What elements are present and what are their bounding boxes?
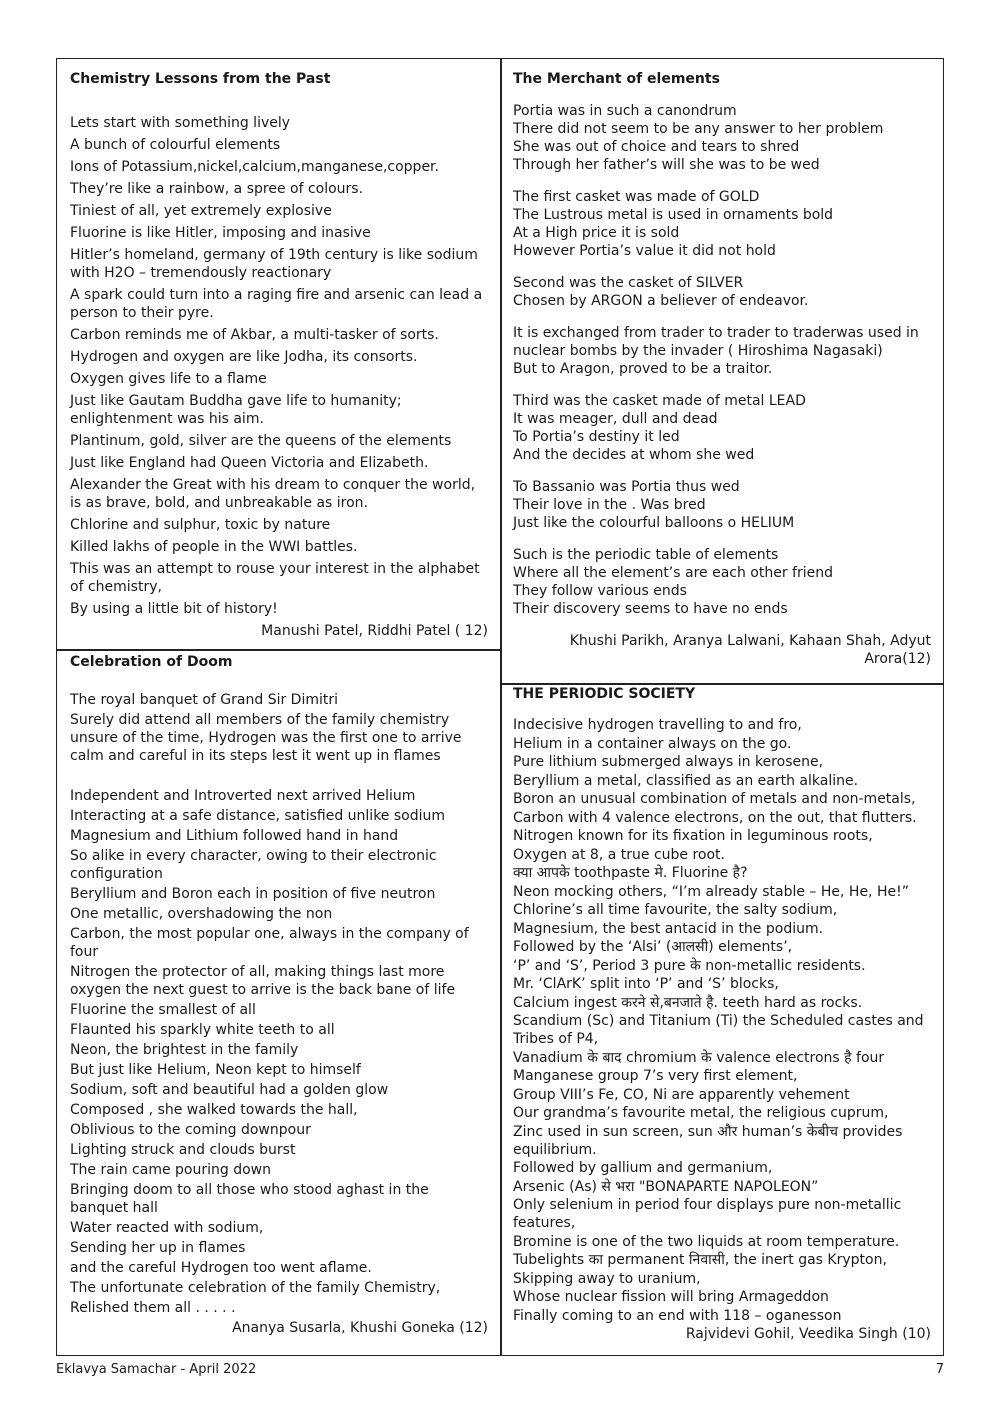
poem-line: Carbon reminds me of Akbar, a multi-tasker of sorts. — [70, 327, 439, 343]
poem-line: Calcium ingest करने से,बनजाते है. teeth hard as rocks. — [513, 994, 863, 1011]
stanza — [513, 392, 933, 464]
poem-line: Nitrogen known for its fixation in leguminous roots, — [513, 828, 873, 844]
poem-line: Through her father’s will she was to be wed — [513, 157, 820, 173]
poem-line: But to Aragon, proved to be a traitor. — [513, 361, 773, 377]
poem-celebration-of-doom — [70, 654, 490, 1337]
poem-line: Sodium, soft and beautiful had a golden glow — [70, 1082, 389, 1098]
poem-line: It is exchanged from trader to trader to traderwas used in nuclear bombs by the invader ( Hiroshima Nagasaki) — [513, 325, 919, 359]
poem-line: Chlorine’s all time favourite, the salty sodium, — [513, 902, 838, 918]
poem-line: Hydrogen and oxygen are like Jodha, its consorts. — [70, 349, 418, 365]
poem-line: Surely did attend all members of the family chemistry unsure of the time, Hydrogen was the first one to arrive calm and careful in its steps lest it went up in flames — [70, 712, 462, 764]
poem-line: She was out of choice and tears to shred — [513, 139, 800, 155]
poem-line: Finally coming to an end with 118 – oganesson — [513, 1307, 842, 1324]
poem-line: Followed by the ‘Alsi’ (आलसी) elements’, — [513, 939, 793, 955]
poem-line: Plantinum, gold, silver are the queens of the elements — [70, 433, 452, 449]
poem-line: Indecisive hydrogen travelling to and fro, — [513, 717, 802, 733]
poem-periodic-society — [513, 686, 933, 1343]
poem-line: Independent and Introverted next arrived Helium — [70, 788, 416, 804]
poem-line: The Lustrous metal is used in ornaments bold — [513, 207, 834, 223]
poem-body — [70, 691, 490, 1317]
stanza — [513, 188, 933, 260]
stanza — [70, 787, 490, 1317]
poem-line: However Portia’s value it did not hold — [513, 243, 776, 259]
poem-credit: Rajvidevi Gohil, Veedika Singh (10) — [685, 1326, 931, 1342]
poem-line: One metallic, overshadowing the non — [70, 906, 333, 922]
poem-line: A bunch of colourful elements — [70, 137, 281, 153]
poem-line: The rain came pouring down — [70, 1162, 271, 1178]
poem-line: But just like Helium, Neon kept to himself — [70, 1062, 361, 1078]
poem-line: Neon, the brightest in the family — [70, 1042, 299, 1058]
poem-line: Magnesium and Lithium followed hand in hand — [70, 828, 399, 844]
poem-line: The royal banquet of Grand Sir Dimitri — [70, 692, 339, 708]
poem-line: Tiniest of all, yet extremely explosive — [70, 203, 332, 219]
column-divider — [500, 58, 502, 1356]
poem-line: Their love in the . Was bred — [513, 497, 706, 513]
poem-credit: Ananya Susarla, Khushi Goneka (12) — [232, 1320, 488, 1336]
poem-line: Lets start with something lively — [70, 115, 291, 131]
poem-line: Zinc used in sun screen, sun और human’s केबीच provides equilibrium. — [513, 1123, 903, 1158]
stanza — [513, 102, 933, 174]
poem-line: To Portia’s destiny it led — [513, 429, 680, 445]
poem-line: The unfortunate celebration of the family Chemistry, — [70, 1280, 441, 1296]
poem-line: They’re like a rainbow, a spree of colours. — [70, 181, 364, 197]
poem-line: Pure lithium submerged always in kerosene, — [513, 754, 824, 770]
poem-line: Fluorine is like Hitler, imposing and inasive — [70, 225, 371, 241]
poem-line: Oxygen at 8, a true cube root. — [513, 846, 725, 863]
poem-title: THE PERIODIC SOCIETY — [513, 686, 696, 702]
poem-line: Our grandma’s favourite metal, the religious cuprum, — [513, 1105, 889, 1121]
poem-line: And the decides at whom she wed — [513, 447, 755, 463]
poem-line: Fluorine the smallest of all — [70, 1002, 256, 1018]
poem-merchant-of-elements — [513, 71, 933, 668]
poem-line: Killed lakhs of people in the WWI battles. — [70, 539, 358, 555]
poem-line: Scandium (Sc) and Titanium (Ti) the Scheduled castes and Tribes of P4, — [513, 1013, 924, 1047]
poem-chemistry-lessons — [70, 71, 490, 640]
poem-line: Whose nuclear fission will bring Armageddon — [513, 1289, 829, 1305]
stanza — [513, 478, 933, 532]
poem-line: The first casket was made of GOLD — [513, 189, 760, 205]
poem-line: Lighting struck and clouds burst — [70, 1142, 296, 1158]
poem-line: ‘P’ and ‘S’, Period 3 pure के non-metallic residents. — [513, 957, 866, 974]
poem-line: Relished them all . . . . . — [70, 1300, 236, 1316]
page-number: 7 — [935, 1362, 944, 1377]
poem-line: This was an attempt to rouse your interest in the alphabet of chemistry, — [70, 561, 480, 595]
poem-line: Beryllium and Boron each in position of five neutron — [70, 886, 436, 902]
left-section-divider — [56, 649, 501, 651]
poem-line: They follow various ends — [513, 583, 687, 599]
poem-line: A spark could turn into a raging fire and arsenic can lead a person to their pyre. — [70, 287, 483, 321]
stanza — [70, 691, 490, 765]
poem-line: Chlorine and sulphur, toxic by nature — [70, 517, 331, 533]
poem-line: At a High price it is sold — [513, 225, 680, 241]
poem-line: Third was the casket made of metal LEAD — [513, 393, 806, 409]
poem-line: Second was the casket of SILVER — [513, 275, 744, 291]
poem-line: Composed , she walked towards the hall, — [70, 1102, 358, 1118]
poem-line: Just like England had Queen Victoria and Elizabeth. — [70, 455, 429, 471]
poem-line: Sending her up in flames — [70, 1240, 246, 1256]
poem-credit: Khushi Parikh, Aranya Lalwani, Kahaan Shah, Adyut Arora(12) — [569, 633, 931, 667]
poem-line: Mr. ‘ClArK’ split into ‘P’ and ‘S’ blocks, — [513, 976, 779, 992]
right-section-divider — [500, 683, 944, 685]
poem-line: Portia was in such a canondrum — [513, 103, 737, 119]
stanza — [513, 546, 933, 618]
poem-line: It was meager, dull and dead — [513, 411, 718, 427]
poem-line: Neon mocking others, “I’m already stable – He, He, He!” — [513, 883, 909, 900]
poem-line: Chosen by ARGON a believer of endeavor. — [513, 293, 809, 309]
poem-line: Alexander the Great with his dream to conquer the world, is as brave, bold, and unbreakable as iron. — [70, 477, 476, 511]
stanza — [513, 274, 933, 310]
stanza — [513, 324, 933, 378]
poem-line: Bromine is one of the two liquids at room temperature. — [513, 1233, 900, 1250]
poem-line: Boron an unusual combination of metals and non-metals, — [513, 791, 916, 807]
poem-line: Carbon, the most popular one, always in the company of four — [70, 926, 469, 960]
poem-line: Carbon with 4 valence electrons, on the out, that flutters. — [513, 809, 917, 826]
poem-line: Such is the periodic table of elements — [513, 547, 779, 563]
poem-body — [70, 114, 490, 618]
poem-line: Ions of Potassium,nickel,calcium,manganese,copper. — [70, 159, 439, 175]
poem-line: Oxygen gives life to a flame — [70, 371, 267, 387]
poem-line: Helium in a container always on the go. — [513, 735, 792, 752]
poem-line: Skipping away to uranium, — [513, 1270, 701, 1287]
poem-line: Bringing doom to all those who stood aghast in the banquet hall — [70, 1182, 429, 1216]
poem-line: Where all the element’s are each other friend — [513, 565, 833, 581]
poem-line: and the careful Hydrogen too went aflame. — [70, 1260, 372, 1276]
poem-line: There did not seem to be any answer to her problem — [513, 121, 884, 137]
poem-line: So alike in every character, owing to their electronic configuration — [70, 848, 437, 882]
poem-line: Just like Gautam Buddha gave life to humanity; enlightenment was his aim. — [70, 393, 402, 427]
poem-line: Nitrogen the protector of all, making things last more oxygen the next guest to arrive is the back bane of life — [70, 964, 456, 998]
poem-line: Oblivious to the coming downpour — [70, 1122, 311, 1138]
publication-footer: Eklavya Samachar - April 2022 — [56, 1362, 257, 1377]
poem-line: Followed by gallium and germanium, — [513, 1160, 773, 1176]
poem-title: Celebration of Doom — [70, 654, 233, 670]
poem-line: Flaunted his sparkly white teeth to all — [70, 1022, 335, 1038]
poem-line: By using a little bit of history! — [70, 601, 278, 617]
poem-line: Just like the colourful balloons o HELIUM — [513, 515, 795, 531]
poem-credit: Manushi Patel, Riddhi Patel ( 12) — [261, 623, 488, 639]
poem-line: क्या आपके toothpaste मे. Fluorine है? — [513, 865, 748, 881]
poem-line: Vanadium के बाद chromium के valence electrons है four — [513, 1049, 885, 1066]
poem-title: The Merchant of elements — [513, 71, 720, 87]
poem-line: To Bassanio was Portia thus wed — [513, 479, 740, 495]
poem-title: Chemistry Lessons from the Past — [70, 71, 331, 87]
poem-line: Interacting at a safe distance, satisfied unlike sodium — [70, 808, 446, 824]
poem-body — [513, 716, 933, 1325]
poem-line: Arsenic (As) से भरा "BONAPARTE NAPOLEON” — [513, 1178, 819, 1195]
poem-line: Manganese group 7’s very first element, — [513, 1068, 798, 1084]
poem-line: Water reacted with sodium, — [70, 1220, 264, 1236]
poem-line: Magnesium, the best antacid in the podium. — [513, 920, 824, 937]
poem-body — [513, 102, 933, 618]
poem-line: Beryllium a metal, classified as an earth alkaline. — [513, 772, 859, 789]
poem-line: Hitler’s homeland, germany of 19th century is like sodium with H2O – tremendously reactionary — [70, 247, 478, 281]
poem-line: Tubelights का permanent निवासी, the inert gas Krypton, — [513, 1252, 887, 1268]
poem-line: Their discovery seems to have no ends — [513, 601, 788, 617]
poem-line: Group VIII’s Fe, CO, Ni are apparently vehement — [513, 1086, 850, 1103]
poem-line: Only selenium in period four displays pure non-metallic features, — [513, 1197, 902, 1231]
